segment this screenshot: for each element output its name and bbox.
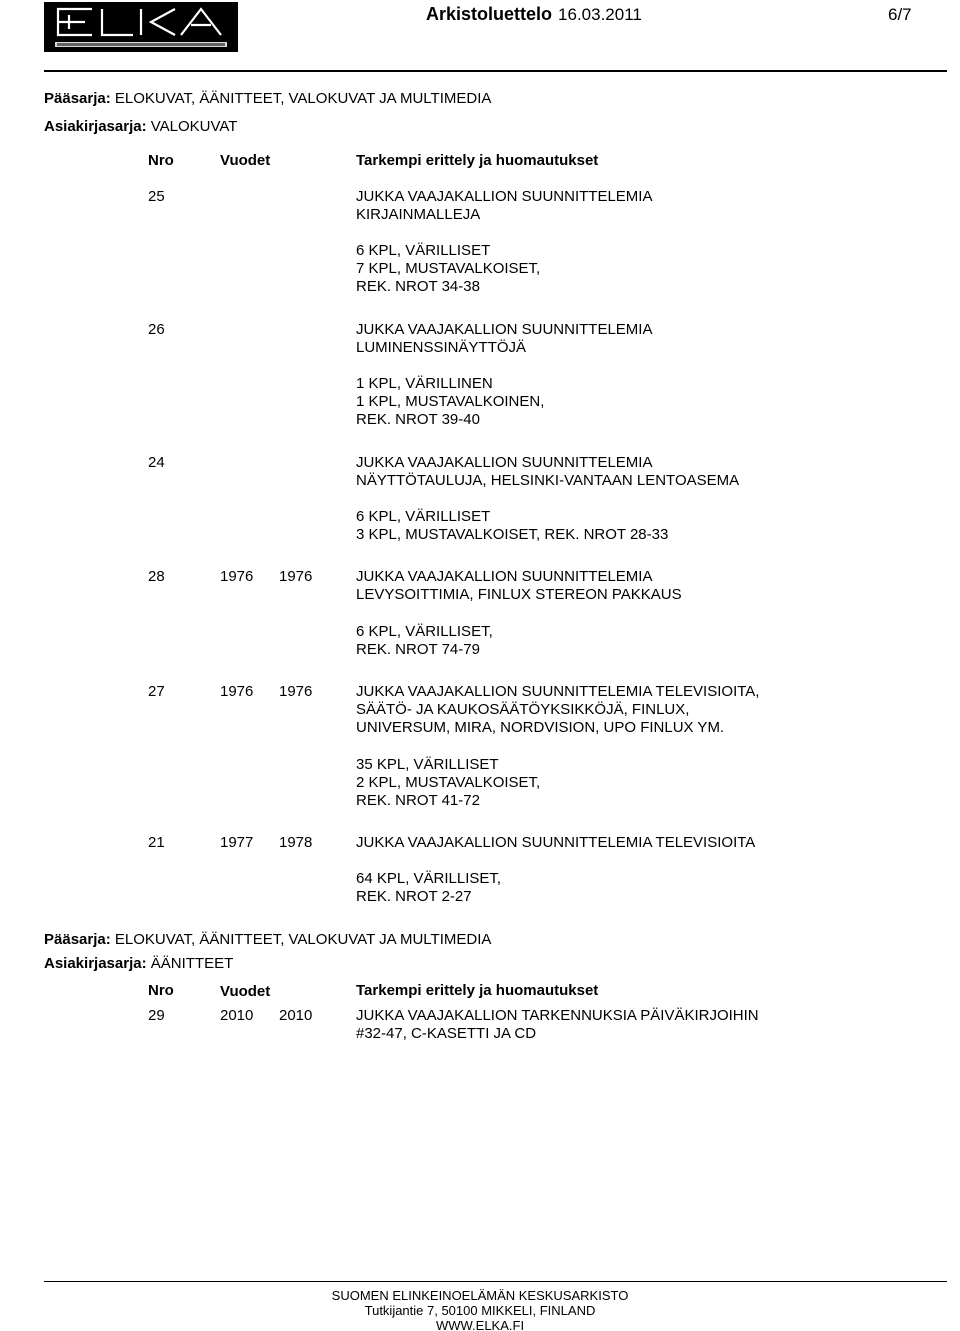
document-series-line-2 — [44, 953, 233, 974]
document-series-label: Asiakirjasarja: — [44, 955, 147, 972]
footer-address: Tutkijantie 7, 50100 MIKKELI, FINLAND — [364, 1303, 596, 1318]
item-note-line: 1 KPL, VÄRILLINEN — [356, 375, 493, 392]
series-main-value: ELOKUVAT, ÄÄNITTEET, VALOKUVAT JA MULTIMEDIA — [114, 90, 492, 107]
footer-divider — [44, 1281, 947, 1282]
footer-organization: SUOMEN ELINKEINOELÄMÄN KESKUSARKISTO — [331, 1288, 629, 1303]
column-header-nro: Nro — [148, 982, 174, 999]
elka-logo-graphic — [45, 3, 237, 51]
item-title-line: JUKKA VAAJAKALLION TARKENNUKSIA PÄIVÄKIRJOIHIN — [356, 1007, 759, 1024]
item-note-line: 64 KPL, VÄRILLISET, — [356, 870, 502, 887]
item-title-line: JUKKA VAAJAKALLION SUUNNITTELEMIA TELEVISIOITA, — [356, 683, 760, 700]
document-series-value: VALOKUVAT — [150, 118, 238, 135]
column-header-nro: Nro — [148, 152, 174, 169]
item-title-line: KIRJAINMALLEJA — [356, 206, 481, 223]
item-note-line: REK. NROT 74-79 — [356, 641, 480, 658]
item-end-year: 1976 — [279, 683, 313, 700]
item-start-year: 2010 — [220, 1007, 254, 1024]
item-number: 27 — [148, 683, 165, 700]
item-note-line: REK. NROT 41-72 — [356, 792, 480, 809]
item-number: 29 — [148, 1007, 165, 1024]
item-title-line: NÄYTTÖTAULUJA, HELSINKI-VANTAAN LENTOASEMA — [356, 472, 740, 489]
column-header-years: Vuodet — [220, 983, 271, 1000]
item-title-line: JUKKA VAAJAKALLION SUUNNITTELEMIA — [356, 321, 653, 338]
document-series-label: Asiakirjasarja: — [44, 118, 147, 135]
series-main-label: Pääsarja: — [44, 90, 111, 107]
item-note-line: 3 KPL, MUSTAVALKOISET, REK. NROT 28-33 — [356, 526, 669, 543]
column-header-details: Tarkempi erittely ja huomautukset — [356, 982, 599, 999]
item-note-line: 7 KPL, MUSTAVALKOISET, — [356, 260, 541, 277]
item-title-line: LUMINENSSINÄYTTÖJÄ — [356, 339, 527, 356]
item-number: 28 — [148, 568, 165, 585]
item-title-line: LEVYSOITTIMIA, FINLUX STEREON PAKKAUS — [356, 586, 682, 603]
item-title-line: JUKKA VAAJAKALLION SUUNNITTELEMIA — [356, 568, 653, 585]
item-note-line: 2 KPL, MUSTAVALKOISET, — [356, 774, 541, 791]
series-main-line-2 — [44, 929, 491, 950]
item-title-line: JUKKA VAAJAKALLION SUUNNITTELEMIA — [356, 454, 653, 471]
footer-website: WWW.ELKA.FI — [435, 1318, 525, 1331]
item-end-year: 2010 — [279, 1007, 313, 1024]
item-note-line: 1 KPL, MUSTAVALKOINEN, — [356, 393, 545, 410]
item-note-line: 35 KPL, VÄRILLISET — [356, 756, 499, 773]
series-main-label: Pääsarja: — [44, 931, 111, 948]
item-note-line: 6 KPL, VÄRILLISET — [356, 242, 491, 259]
item-end-year: 1976 — [279, 568, 313, 585]
document-date: 16.03.2011 — [558, 5, 642, 24]
item-title-line: #32-47, C-KASETTI JA CD — [356, 1025, 537, 1042]
page-number: 6/7 — [888, 5, 912, 24]
item-title-line: JUKKA VAAJAKALLION SUUNNITTELEMIA — [356, 188, 653, 205]
item-title-line: UNIVERSUM, MIRA, NORDVISION, UPO FINLUX YM. — [356, 719, 725, 736]
item-number: 24 — [148, 454, 165, 471]
series-main-line-1 — [44, 88, 491, 109]
item-number: 26 — [148, 321, 165, 338]
title-text: Arkistoluettelo — [426, 4, 553, 24]
column-header-years: Vuodet — [220, 152, 271, 169]
elka-logo — [44, 2, 238, 52]
document-series-line-1 — [44, 116, 237, 137]
series-main-value: ELOKUVAT, ÄÄNITTEET, VALOKUVAT JA MULTIMEDIA — [114, 931, 492, 948]
document-title — [426, 4, 642, 25]
item-note-line: 6 KPL, VÄRILLISET, — [356, 623, 493, 640]
item-number: 21 — [148, 834, 165, 851]
item-start-year: 1976 — [220, 568, 254, 585]
item-start-year: 1976 — [220, 683, 254, 700]
item-number: 25 — [148, 188, 165, 205]
item-end-year: 1978 — [279, 834, 313, 851]
item-title-line: SÄÄTÖ- JA KAUKOSÄÄTÖYKSIKKÖJÄ, FINLUX, — [356, 701, 690, 718]
column-header-details: Tarkempi erittely ja huomautukset — [356, 152, 599, 169]
item-title-line: JUKKA VAAJAKALLION SUUNNITTELEMIA TELEVISIOITA — [356, 834, 756, 851]
item-note-line: REK. NROT 34-38 — [356, 278, 480, 295]
item-start-year: 1977 — [220, 834, 254, 851]
item-note-line: REK. NROT 2-27 — [356, 888, 472, 905]
item-note-line: 6 KPL, VÄRILLISET — [356, 508, 491, 525]
item-note-line: REK. NROT 39-40 — [356, 411, 480, 428]
document-series-value: ÄÄNITTEET — [150, 955, 234, 972]
header-divider — [44, 70, 947, 72]
